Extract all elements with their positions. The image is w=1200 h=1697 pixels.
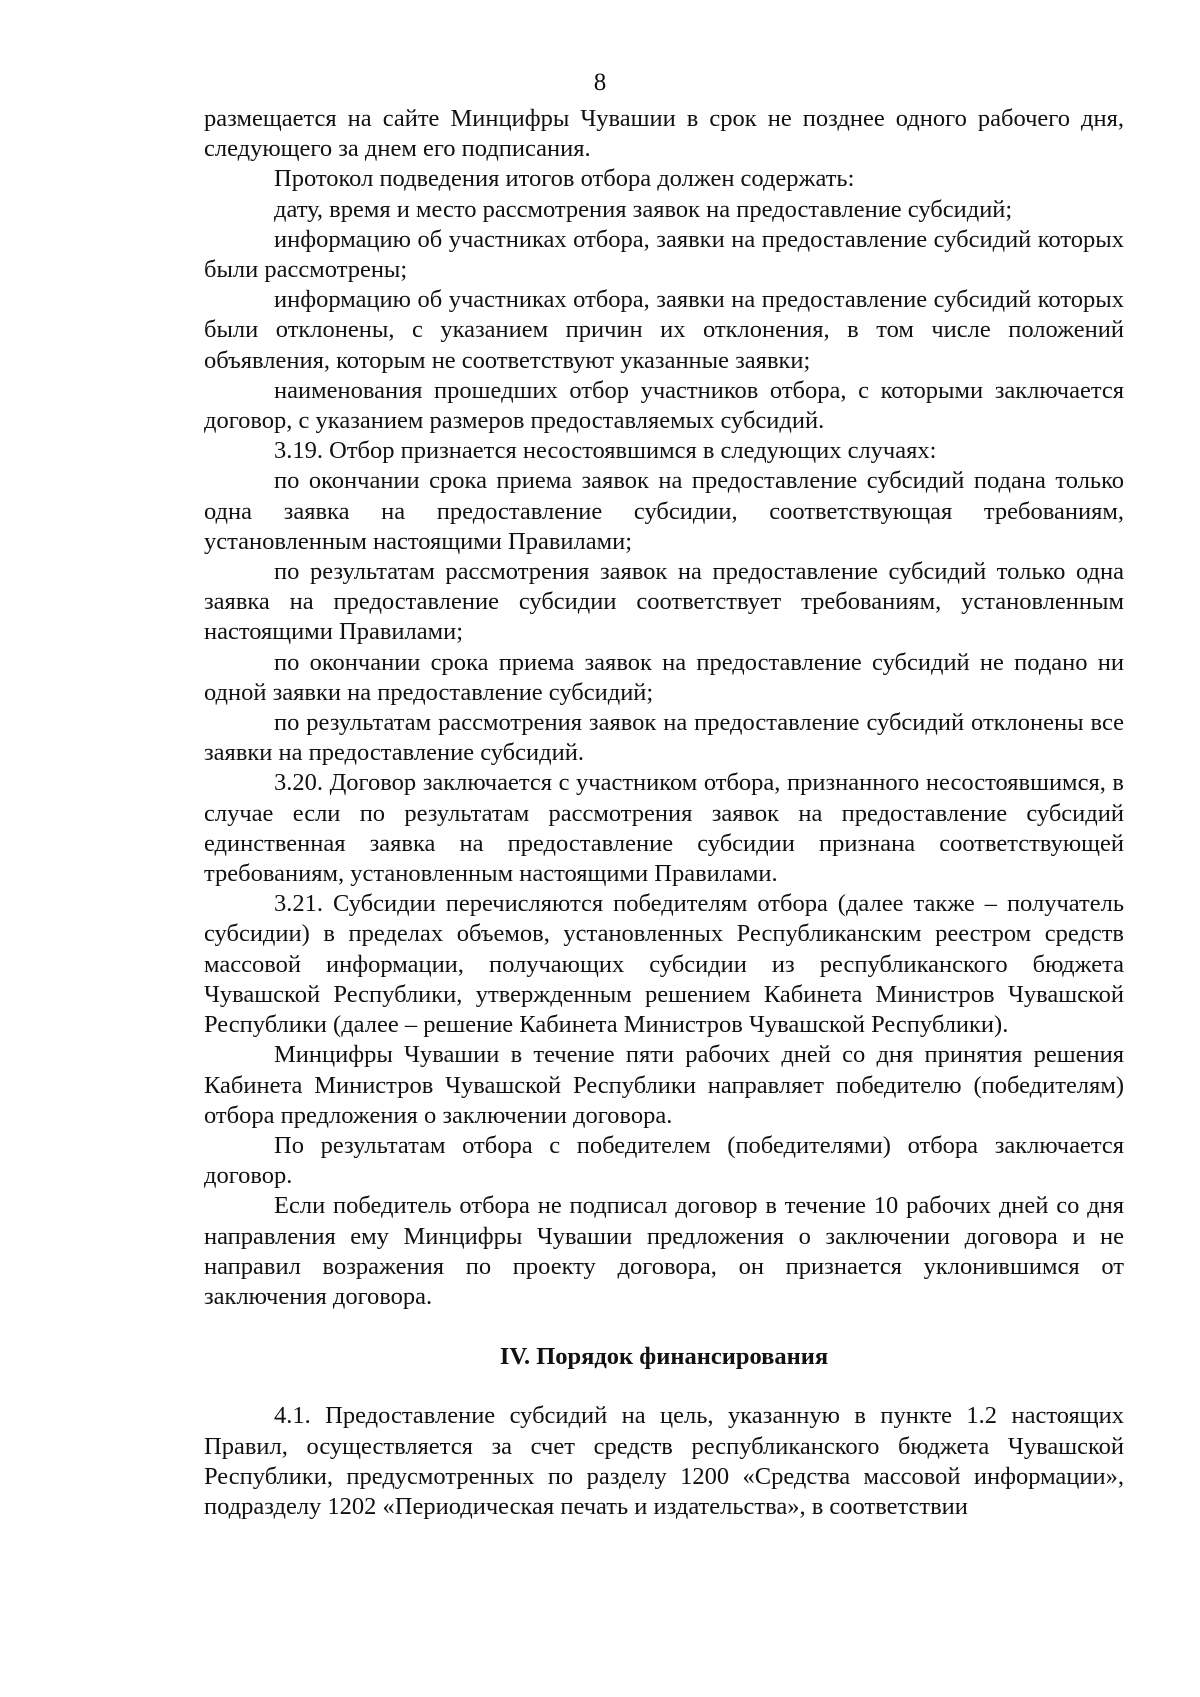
paragraphs-before-heading bbox=[204, 104, 1124, 1312]
paragraph: Протокол подведения итогов отбора должен содержать: bbox=[274, 165, 855, 193]
paragraph: по результатам рассмотрения заявок на предоставление субсидий только одна заявка на предоставление субсидии соответствует требованиям, установленным настоящими Правилами; bbox=[204, 558, 1124, 646]
paragraph: наименования прошедших отбор участников отбора, с которыми заключается договор, с указанием размеров предоставляемых субсидий. bbox=[204, 376, 1124, 435]
paragraph: размещается на сайте Минцифры Чувашии в срок не позднее одного рабочего дня, следующего за днем его подписания. bbox=[204, 105, 1124, 163]
paragraph: дату, время и место рассмотрения заявок на предоставление субсидий; bbox=[274, 195, 1013, 223]
paragraph: по окончании срока приема заявок на предоставление субсидий не подано ни одной заявки на предоставление субсидий; bbox=[204, 648, 1124, 706]
page-number: 8 bbox=[593, 69, 607, 96]
document-body bbox=[204, 104, 1124, 1522]
paragraph: По результатам отбора с победителем (победителями) отбора заключается договор. bbox=[204, 1131, 1124, 1190]
paragraphs-after-heading bbox=[204, 1401, 1124, 1522]
paragraph: 3.21. Субсидии перечисляются победителям отбора (далее также – получатель субсидии) в пределах объемов, установленных Республиканским реестром средств массовой информации, получающих субсидии из республиканского бюджета Чувашской Республики, утвержденным решением Кабинета Министров Чувашской Республики (далее – решение Кабинета Министров Чувашской Республики). bbox=[204, 890, 1124, 1039]
paragraph: информацию об участниках отбора, заявки на предоставление субсидий которых были рассмотрены; bbox=[204, 225, 1124, 284]
paragraph: 3.20. Договор заключается с участником отбора, признанного несостоявшимся, в случае если по результатам рассмотрения заявок на предоставление субсидий единственная заявка на предоставление субсидии признана соответствующей требованиям, установленным настоящими Правилами. bbox=[204, 769, 1124, 888]
paragraph: Минцифры Чувашии в течение пяти рабочих дней со дня принятия решения Кабинета Министров Чувашской Республики направляет победителю (победителям) отбора предложения о заключении договора. bbox=[204, 1041, 1124, 1129]
paragraph: 3.19. Отбор признается несостоявшимся в следующих случаях: bbox=[274, 437, 937, 465]
paragraph: 4.1. Предоставление субсидий на цель, указанную в пункте 1.2 настоящих Правил, осуществляется за счет средств республиканского бюджета Чувашской Республики, предусмотренных по разделу 1200 «Средства массовой информации», подразделу 1202 «Периодическая печать и издательства», в соответствии bbox=[204, 1402, 1124, 1520]
paragraph: Если победитель отбора не подписал договор в течение 10 рабочих дней со дня направления ему Минцифры Чувашии предложения о заключении договора и не направил возражения по проекту договора, он признается уклонившимся от заключения договора. bbox=[204, 1192, 1124, 1310]
paragraph: информацию об участниках отбора, заявки на предоставление субсидий которых были отклонены, с указанием причин их отклонения, в том числе положений объявления, которым не соответствуют указанные заявки; bbox=[204, 286, 1124, 374]
section-heading: IV. Порядок финансирования bbox=[499, 1343, 829, 1371]
paragraph: по окончании срока приема заявок на предоставление субсидий подана только одна заявка на предоставление субсидии, соответствующая требованиям, установленным настоящими Правилами; bbox=[204, 467, 1124, 555]
paragraph: по результатам рассмотрения заявок на предоставление субсидий отклонены все заявки на предоставление субсидий. bbox=[204, 709, 1124, 767]
